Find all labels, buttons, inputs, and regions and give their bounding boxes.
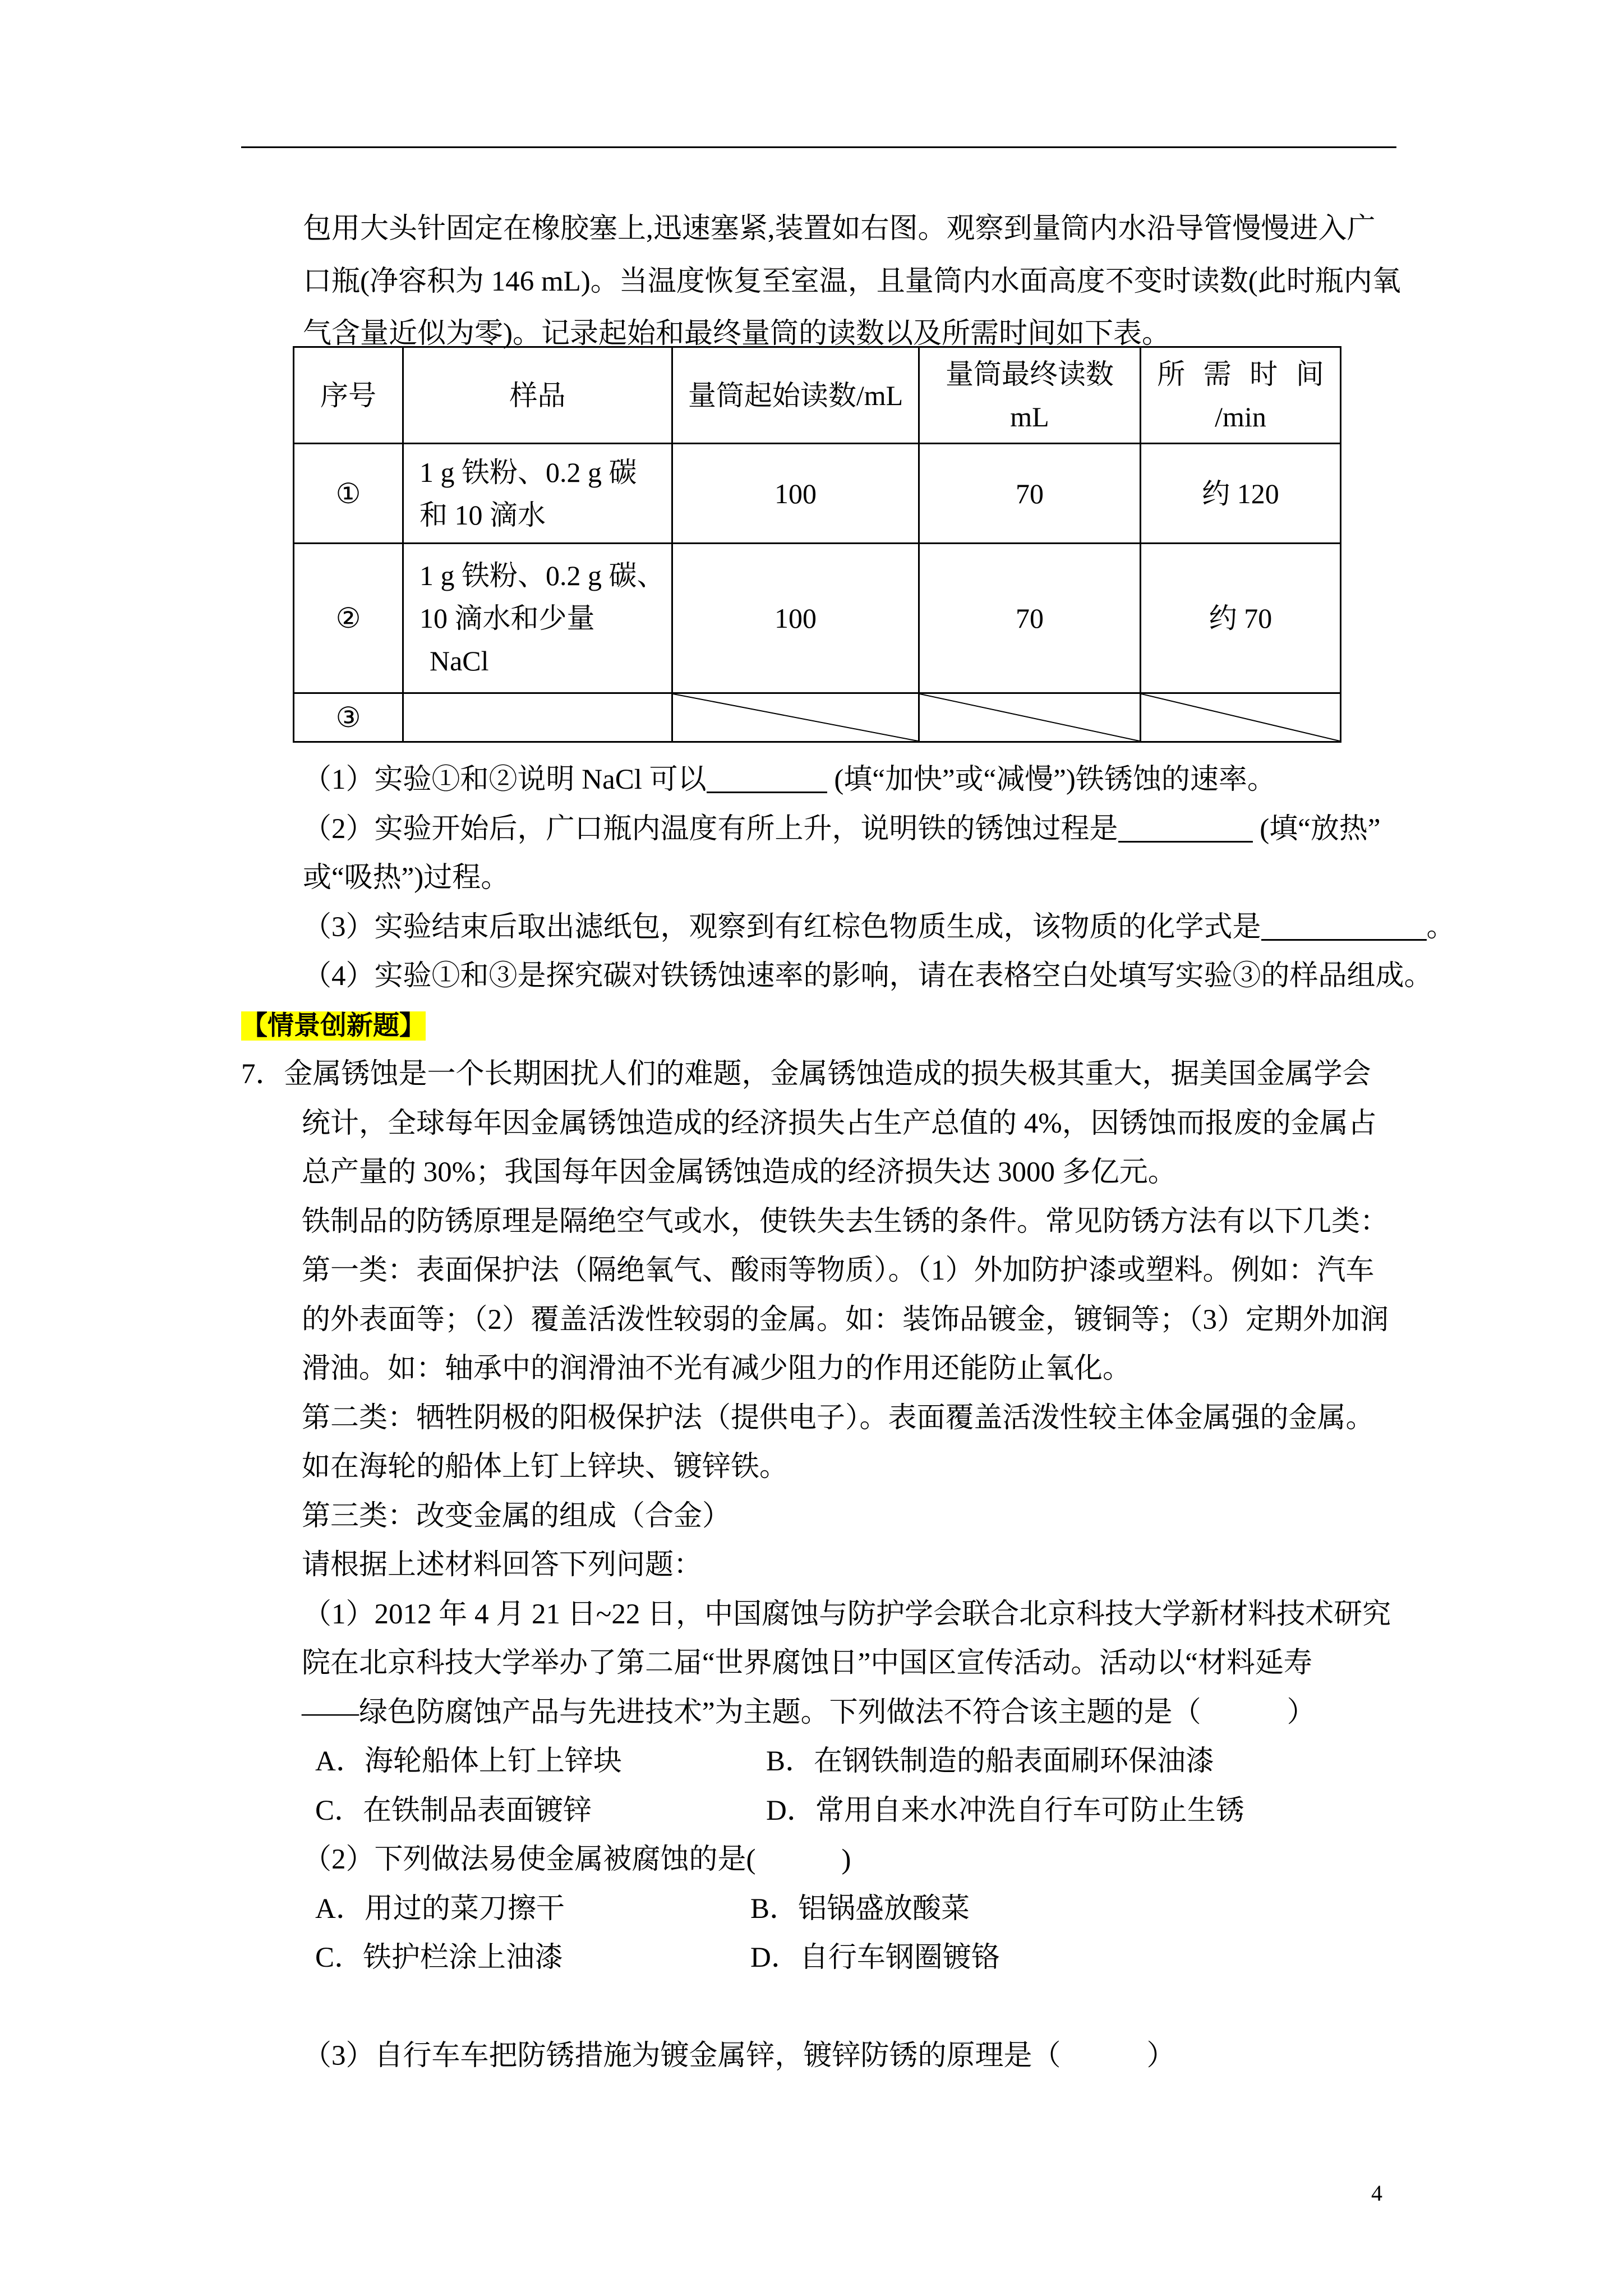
question-hint: (填“加快”或“减慢”)铁锈蚀的速率。 <box>827 764 1276 795</box>
struck-cell <box>672 693 919 742</box>
struck-cell <box>919 693 1141 742</box>
q7-line: 第二类：牺牲阴极的阳极保护法（提供电子）。表面覆盖活泼性较主体金属强的金属。 <box>302 1402 1375 1434</box>
header-cell-number <box>294 347 403 444</box>
choice-a: A．海轮船体上钉上锌块 <box>315 1746 622 1777</box>
question-text: （1）实验①和②说明 NaCl 可以 <box>303 764 707 795</box>
header-cell-final-reading <box>919 347 1141 444</box>
question-2-continued: 或“吸热”)过程。 <box>303 862 510 894</box>
sub1-line: ——绿色防腐蚀产品与先进技术”为主题。下列做法不符合该主题的是（ ） <box>302 1696 1316 1728</box>
q7-line: 统计，全球每年因金属锈蚀造成的经济损失占生产总值的 4%，因锈蚀而报废的金属占 <box>302 1107 1377 1139</box>
diagonal-slash <box>673 694 918 741</box>
choice-row <box>303 1885 1455 1934</box>
q7-line: 铁制品的防锈原理是隔绝空气或水，使铁失去生锈的条件。常见防锈方法有以下几类： <box>302 1205 1389 1237</box>
answer-blank <box>1261 939 1427 941</box>
questions-flow <box>241 756 1455 2081</box>
header-text: 所 需 时 间 <box>1157 358 1324 390</box>
sub3-stem: （3）自行车车把防锈措施为镀金属锌，镀锌防锈的原理是（ ） <box>303 2040 1175 2072</box>
q7-line: 第三类：改变金属的组成（合金） <box>302 1500 731 1532</box>
choice-c: C．在铁制品表面镀锌 <box>315 1795 592 1826</box>
struck-cell <box>1141 693 1341 742</box>
blank-line <box>303 1983 1455 2032</box>
start-reading-cell: 100 <box>672 544 919 693</box>
experiment-table <box>293 346 1341 743</box>
sample-cell <box>403 544 672 693</box>
sample-cell-empty <box>403 693 672 742</box>
answer-blank <box>707 792 827 793</box>
intro-line: 气含量近似为零)。记录起始和最终量筒的读数以及所需时间如下表。 <box>303 318 1170 349</box>
question-2 <box>303 805 1455 854</box>
header-text: 样品 <box>509 379 566 411</box>
table-row <box>294 544 1341 693</box>
time-cell: 约 70 <box>1141 544 1341 693</box>
question-end: 。 <box>1426 911 1455 943</box>
diagonal-line <box>1141 694 1340 741</box>
header-text: 序号 <box>320 379 376 411</box>
question-1 <box>303 756 1455 805</box>
sub1-line: 院在北京科技大学举办了第二届“世界腐蚀日”中国区宣传活动。活动以“材料延寿 <box>302 1648 1312 1679</box>
header-unit: mL <box>1010 401 1049 432</box>
sample-line: 1 g 铁粉、0.2 g 碳 <box>419 456 637 488</box>
q7-line: 的外表面等；（2）覆盖活泼性较弱的金属。如：装饰品镀金，镀铜等；（3）定期外加润 <box>302 1304 1389 1336</box>
header-cell-sample <box>403 347 672 444</box>
table-row <box>294 444 1341 544</box>
diagonal-line <box>673 694 918 741</box>
row-number-cell: ① <box>294 444 403 544</box>
intro-line: 包用大头针固定在橡胶塞上,迅速塞紧,装置如右图。观察到量筒内水沿导管慢慢进入广 <box>303 213 1376 245</box>
choice-c: C．铁护栏涂上油漆 <box>315 1942 564 1973</box>
diagonal-slash <box>920 694 1140 741</box>
header-cell-time <box>1141 347 1341 444</box>
q7-line <box>241 1050 1455 1099</box>
sample-cell <box>403 444 672 544</box>
start-reading-cell: 100 <box>672 444 919 544</box>
experiment-intro <box>303 203 1401 361</box>
choice-a: A．用过的菜刀擦干 <box>315 1893 565 1925</box>
q7-line: 如在海轮的船体上钉上锌块、镀锌铁。 <box>302 1451 789 1483</box>
q7-line: 请根据上述材料回答下列问题： <box>302 1549 703 1581</box>
header-cell-start-reading <box>672 347 919 444</box>
diagonal-slash <box>1141 694 1340 741</box>
section-tag: 【情景创新题】 <box>241 1011 426 1041</box>
final-reading-cell: 70 <box>919 444 1141 544</box>
sub1-line: （1）2012 年 4 月 21 日~22 日，中国腐蚀与防护学会联合北京科技大学新材料技术研究 <box>303 1598 1391 1630</box>
final-reading-cell: 70 <box>919 544 1141 693</box>
answer-blank <box>1118 841 1253 843</box>
choice-d: D．常用自来水冲洗自行车可防止生锈 <box>766 1795 1244 1826</box>
question-3 <box>303 903 1455 953</box>
q7-line: 第一类：表面保护法（隔绝氧气、酸雨等物质）。（1）外加防护漆或塑料。例如：汽车 <box>302 1255 1375 1286</box>
sub2-stem: （2）下列做法易使金属被腐蚀的是( ) <box>303 1844 851 1875</box>
header-text: 量筒最终读数 <box>946 358 1114 390</box>
choice-b: B．在钢铁制造的船表面刷环保油漆 <box>766 1746 1215 1777</box>
choice-row <box>303 1737 1455 1787</box>
choice-row <box>303 1787 1455 1836</box>
choice-d: D．自行车钢圈镀铬 <box>750 1942 1000 1973</box>
question-number: 7． <box>241 1059 284 1090</box>
question-hint: (填“放热” <box>1252 813 1381 845</box>
sample-line: 和 10 滴水 <box>419 499 546 531</box>
row-number-cell: ③ <box>294 693 403 742</box>
q7-line: 总产量的 30%；我国每年因金属锈蚀造成的经济损失达 3000 多亿元。 <box>302 1157 1177 1188</box>
choice-b: B．铝锅盛放酸菜 <box>750 1893 970 1925</box>
time-cell: 约 120 <box>1141 444 1341 544</box>
question-text: （3）实验结束后取出滤纸包，观察到有红棕色物质生成，该物质的化学式是 <box>303 911 1261 943</box>
header-rule <box>241 146 1396 148</box>
page-number: 4 <box>1371 2180 1382 2206</box>
table-header-row <box>294 347 1341 444</box>
header-unit: /min <box>1215 401 1266 432</box>
sample-line: 10 滴水和少量 <box>419 602 595 634</box>
sample-line: NaCl <box>430 645 489 677</box>
diagonal-line <box>920 694 1140 741</box>
intro-line: 口瓶(净容积为 146 mL)。当温度恢复至室温，且量筒内水面高度不变时读数(此时瓶内氧 <box>303 265 1401 297</box>
q7-line: 滑油。如：轴承中的润滑油不光有减少阻力的作用还能防止氧化。 <box>302 1353 1132 1384</box>
q7-text: 金属锈蚀是一个长期困扰人们的难题，金属锈蚀造成的损失极其重大，据美国金属学会 <box>284 1059 1371 1090</box>
header-text: 量筒起始读数/mL <box>688 379 903 411</box>
question-4: （4）实验①和③是探究碳对铁锈蚀速率的影响，请在表格空白处填写实验③的样品组成。 <box>303 960 1433 992</box>
question-text: （2）实验开始后，广口瓶内温度有所上升，说明铁的锈蚀过程是 <box>303 813 1118 845</box>
section-tag-line <box>241 1001 1455 1051</box>
table-row <box>294 693 1341 742</box>
sample-line: 1 g 铁粉、0.2 g 碳、 <box>419 560 665 591</box>
choice-row <box>303 1934 1455 1983</box>
row-number-cell: ② <box>294 544 403 693</box>
